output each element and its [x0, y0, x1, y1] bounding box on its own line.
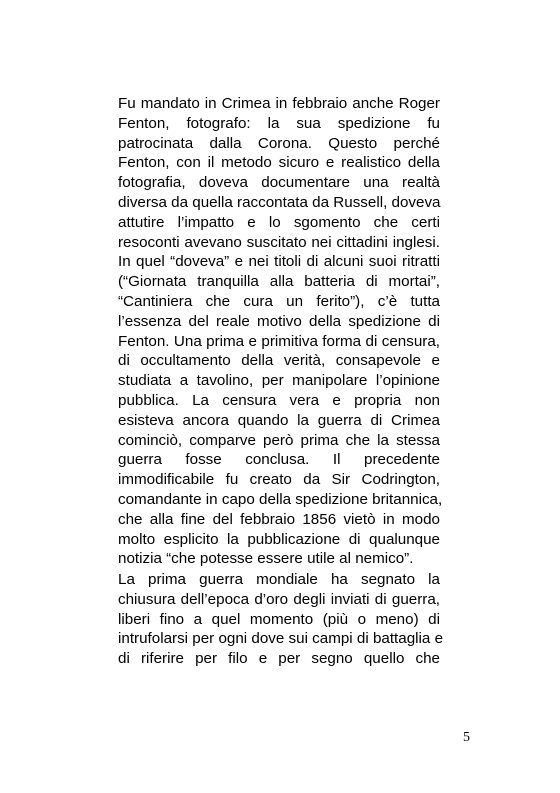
text-line: fotografia, doveva documentare una realtà [118, 174, 440, 192]
text-line: studiata a tavolino, per manipolare l’opinione [118, 372, 440, 390]
text-line: notizia “che potesse essere utile al nemico”. [118, 550, 414, 568]
text-line: Fenton, con il metodo sicuro e realistico della [118, 154, 440, 172]
text-line: intrufolarsi per ogni dove sui campi di battaglia e [118, 630, 444, 648]
text-line: La prima guerra mondiale ha segnato la [118, 571, 440, 588]
text-line: chiusura dell’epoca d’oro degli inviati di guerra, [118, 590, 440, 608]
text-line: patrocinata dalla Corona. Questo perché [118, 134, 440, 152]
text-line: In quel “doveva” e nei titoli di alcuni suoi ritratti [118, 253, 440, 271]
text-line: di riferire per filo e per segno quello che [118, 650, 440, 668]
text-line: Fenton. Una prima e primitiva forma di censura, [118, 332, 440, 350]
text-line: resoconti avevano suscitato nei cittadini inglesi. [118, 233, 440, 251]
text-line: l’essenza del reale motivo della spedizione di [118, 312, 440, 330]
text-line: molto esplicito la pubblicazione di qualunque [118, 530, 440, 548]
text-line: di occultamento della verità, consapevole e [118, 352, 440, 370]
text-line: liberi fino a quel momento (più o meno) di [118, 610, 440, 628]
page-number: 5 [463, 730, 470, 745]
text-line: “Cantiniera che cura un ferito”), c’è tutta [118, 292, 440, 310]
text-line: comandante in capo della spedizione britannica, [118, 490, 443, 508]
paragraph-world-war-one [118, 570, 444, 669]
text-line: attutire l’impatto e lo sgomento che certi [118, 213, 440, 231]
text-line: pubblica. La censura vera e propria non [118, 391, 440, 409]
text-line: Fu mandato in Crimea in febbraio anche Roger [118, 95, 440, 112]
text-line: esisteva ancora quando la guerra di Crimea [118, 411, 440, 429]
text-line: diversa da quella raccontata da Russell, doveva [118, 193, 441, 211]
text-line: che alla fine del febbraio 1856 vietò in modo [118, 510, 440, 528]
text-line: (“Giornata tranquilla alla batteria di mortai”, [118, 273, 440, 291]
text-line: cominciò, comparve però prima che la stessa [118, 431, 440, 449]
text-line: immodificabile fu creato da Sir Codrington, [118, 471, 440, 489]
paragraph-crimea-fenton [118, 94, 443, 569]
text-line: Fenton, fotografo: la sua spedizione fu [118, 114, 440, 132]
text-line: guerra fosse conclusa. Il precedente [118, 451, 440, 469]
